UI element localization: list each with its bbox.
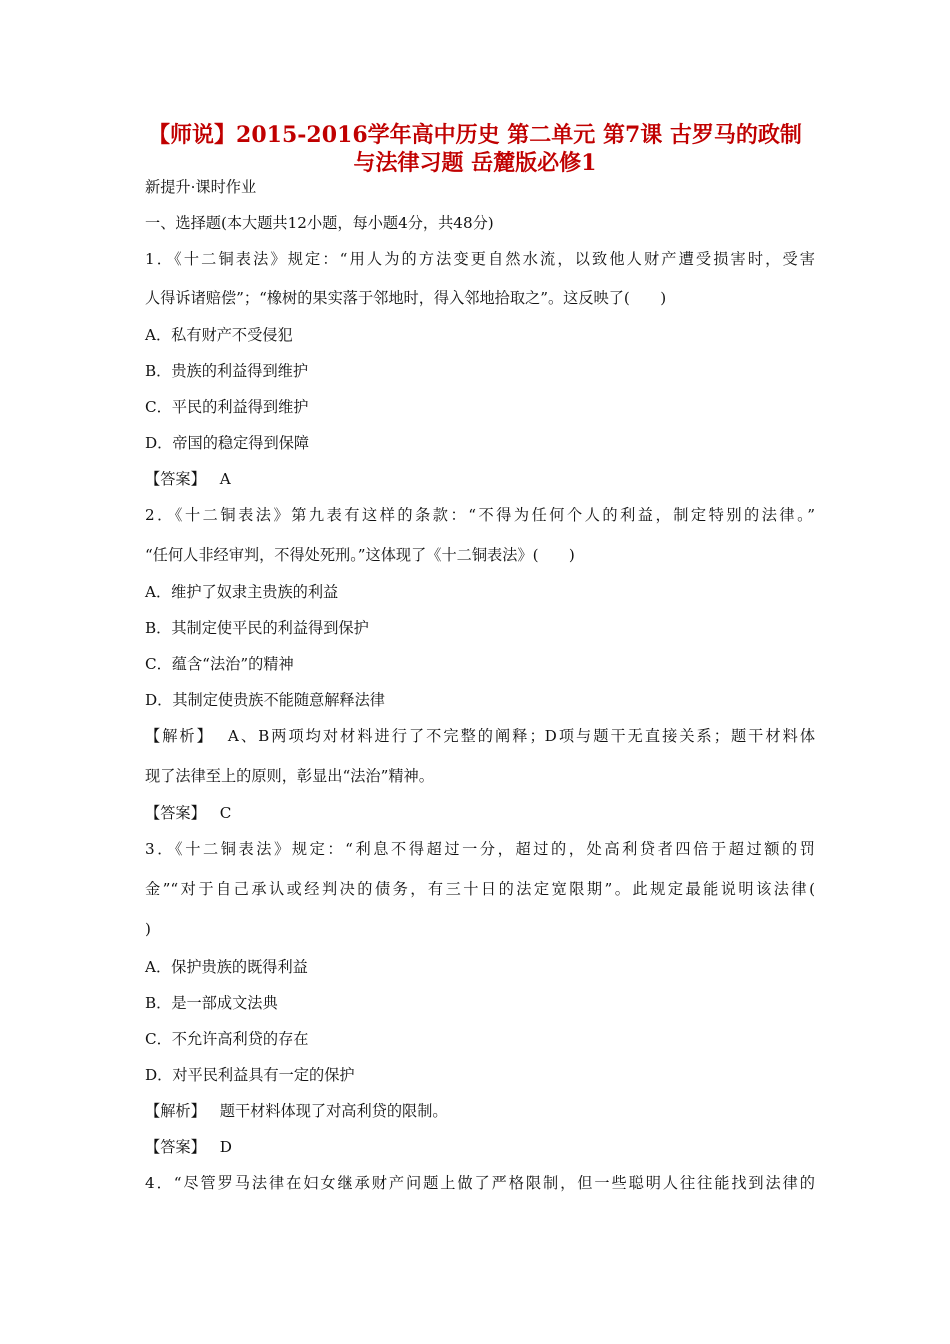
q1-option-a: A．私有财产不受侵犯	[145, 326, 293, 344]
q2-answer	[145, 802, 815, 824]
analysis-label: 【解析】	[145, 1102, 206, 1120]
q1-option-d: D．帝国的稳定得到保障	[145, 434, 310, 452]
q3-option-d: D．对平民利益具有一定的保护	[145, 1066, 355, 1084]
answer-label: 【答案】	[145, 804, 206, 822]
q1-stem-line-1: 1．《十二铜表法》规定：“用人为的方法变更自然水流，以致他人财产遭受损害时，受害	[145, 250, 815, 268]
q2-option-a: A．维护了奴隶主贵族的利益	[145, 583, 339, 601]
q3-option-b: B．是一部成文法典	[145, 994, 278, 1012]
q2-answer-value: C	[219, 804, 232, 822]
q3-stem-line-1: 3．《十二铜表法》规定：“利息不得超过一分，超过的，处高利贷者四倍于超过额的罚	[145, 840, 815, 858]
answer-label: 【答案】	[145, 1138, 206, 1156]
q2-option-d: D．其制定使贵族不能随意解释法律	[145, 691, 385, 709]
document-title-line-2: 与法律习题 岳麓版必修1	[353, 150, 597, 176]
document-title-line-1: 【师说】2015-2016学年高中历史 第二单元 第7课 古罗马的政制	[148, 122, 802, 148]
q2-stem-line-2: “任何人非经审判，不得处死刑。”这体现了《十二铜表法》( )	[145, 546, 575, 564]
section-heading: 一、选择题(本大题共12小题，每小题4分，共48分)	[145, 214, 494, 232]
analysis-label: 【解析】	[145, 727, 214, 745]
q1-option-b: B．贵族的利益得到维护	[145, 362, 309, 380]
q3-stem-line-3: )	[145, 920, 151, 938]
q2-analysis-line-1	[145, 725, 815, 747]
q3-analysis	[145, 1100, 815, 1122]
q2-option-b: B．其制定使平民的利益得到保护	[145, 619, 369, 637]
q4-stem-line-1: 4．“尽管罗马法律在妇女继承财产问题上做了严格限制，但一些聪明人往往能找到法律的	[145, 1174, 815, 1192]
q2-option-c: C．蕴含“法治”的精神	[145, 655, 294, 673]
q2-stem-line-1: 2．《十二铜表法》第九表有这样的条款：“不得为任何个人的利益，制定特别的法律。”	[145, 506, 815, 524]
q3-analysis-text: 题干材料体现了对高利贷的限制。	[219, 1102, 448, 1120]
q3-answer	[145, 1136, 815, 1158]
q2-analysis-text-1: A、B两项均对材料进行了不完整的阐释；D项与题干无直接关系；题干材料体	[227, 727, 816, 745]
q1-stem-line-2: 人得诉诸赔偿”；“橡树的果实落于邻地时，得入邻地拾取之”。这反映了( )	[145, 289, 667, 307]
q1-answer-value: A	[219, 470, 231, 488]
q3-answer-value: D	[219, 1138, 232, 1156]
q3-stem-line-2: 金”“对于自己承认或经判决的债务，有三十日的法定宽限期”。此规定最能说明该法律(	[145, 880, 815, 898]
q1-answer	[145, 468, 815, 490]
q3-option-a: A．保护贵族的既得利益	[145, 958, 308, 976]
q2-analysis-line-2: 现了法律至上的原则，彰显出“法治”精神。	[145, 767, 434, 785]
answer-label: 【答案】	[145, 470, 206, 488]
q1-option-c: C．平民的利益得到维护	[145, 398, 309, 416]
q3-option-c: C．不允许高利贷的存在	[145, 1030, 309, 1048]
subtitle: 新提升·课时作业	[145, 178, 257, 196]
